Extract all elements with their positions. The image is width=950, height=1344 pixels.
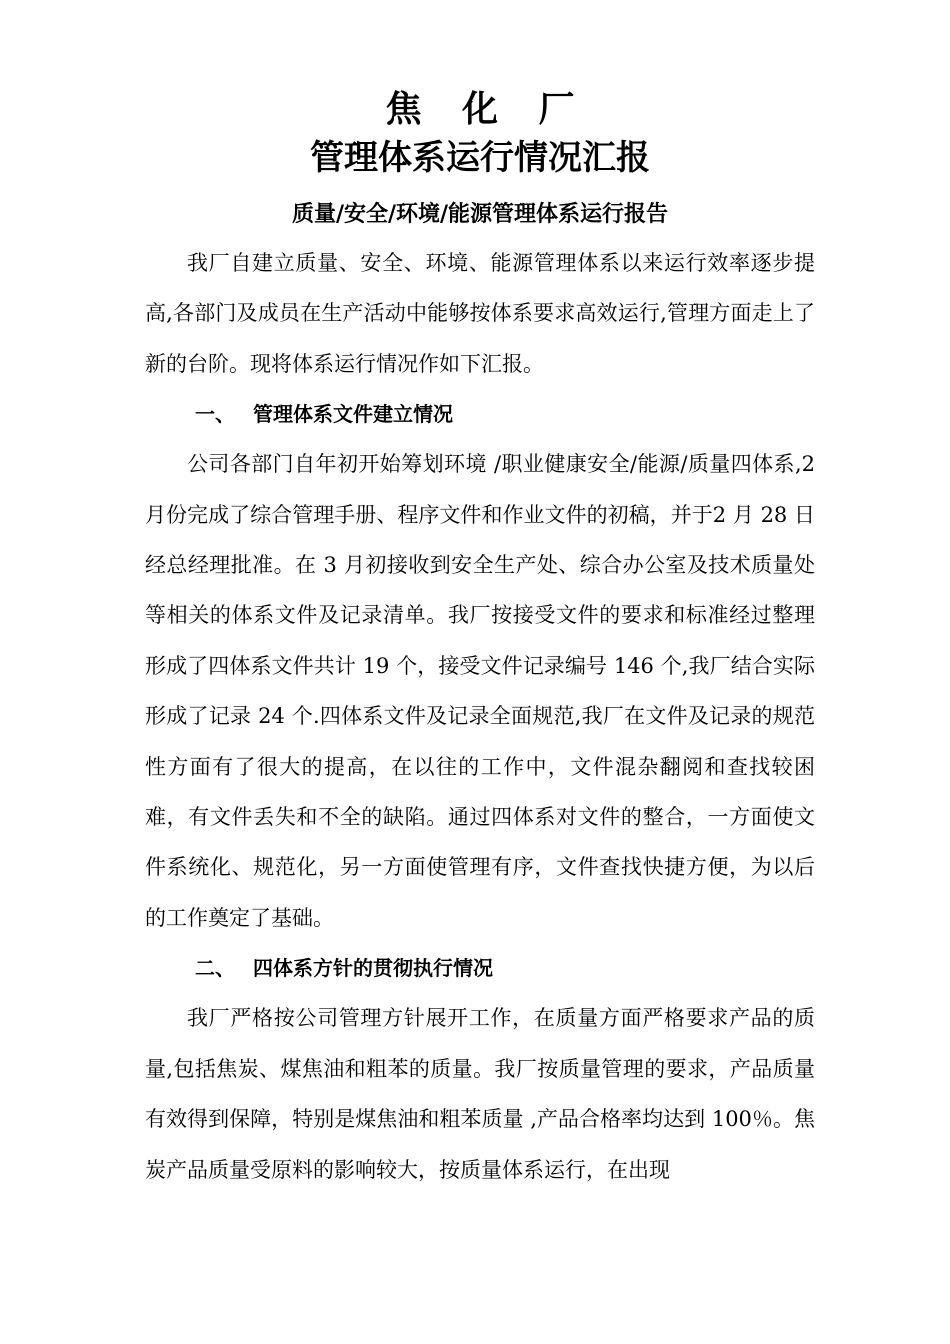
section-heading-1 — [145, 389, 815, 439]
section-number: 二、 — [195, 956, 235, 981]
intro-paragraph: 我厂自建立质量、安全、环境、能源管理体系以来运行效率逐步提高,各部门及成员在生产活动中能够按体系要求高效运行,管理方面走上了新的台阶。现将体系运行情况作如下汇报。 — [145, 251, 815, 376]
section-number: 一、 — [195, 402, 235, 427]
document-title: 管理体系运行情况汇报 — [310, 138, 650, 178]
section-heading-text: 管理体系文件建立情况 — [253, 402, 453, 427]
document-content — [145, 86, 815, 1195]
org-name-title: 焦 化 厂 — [385, 88, 589, 130]
section-heading-2 — [145, 943, 815, 993]
section-paragraph-1: 公司各部门自年初开始筹划环境 /职业健康安全/能源/质量四体系,2 月份完成了综合管理手册、程序文件和作业文件的初稿，并于2 月 28 日经总经理批准。在 3 月初接收到安全生产处、综合办公室及技术质量处等相关的体系文件及记录清单。我厂按接受文件的要求和标准经过整理形成了四体系文件共计 19 个，接受文件记录编号 146 个,我厂结合实际形成了记录 24 个.四体系文件及记录全面规范,我厂在文件及记录的规范性方面有了很大的提高，在以往的工作中，文件混杂翻阅和查找较困难，有文件丢失和不全的缺陷。通过四体系对文件的整合，一方面使文件系统化、规范化，另一方面使管理有序，文件查找快捷方便，为以后的工作奠定了基础。 — [145, 452, 815, 930]
section-heading-text: 四体系方针的贯彻执行情况 — [253, 956, 493, 981]
report-title: 质量/安全/环境/能源管理体系运行报告 — [291, 201, 669, 227]
section-paragraph-2: 我厂严格按公司管理方针展开工作，在质量方面严格要求产品的质量,包括焦炭、煤焦油和粗苯的质量。我厂按质量管理的要求，产品质量有效得到保障，特别是煤焦油和粗苯质量 ,产品合格率均达到 100％。焦炭产品质量受原料的影响较大，按质量体系运行，在出现 — [145, 1006, 815, 1182]
